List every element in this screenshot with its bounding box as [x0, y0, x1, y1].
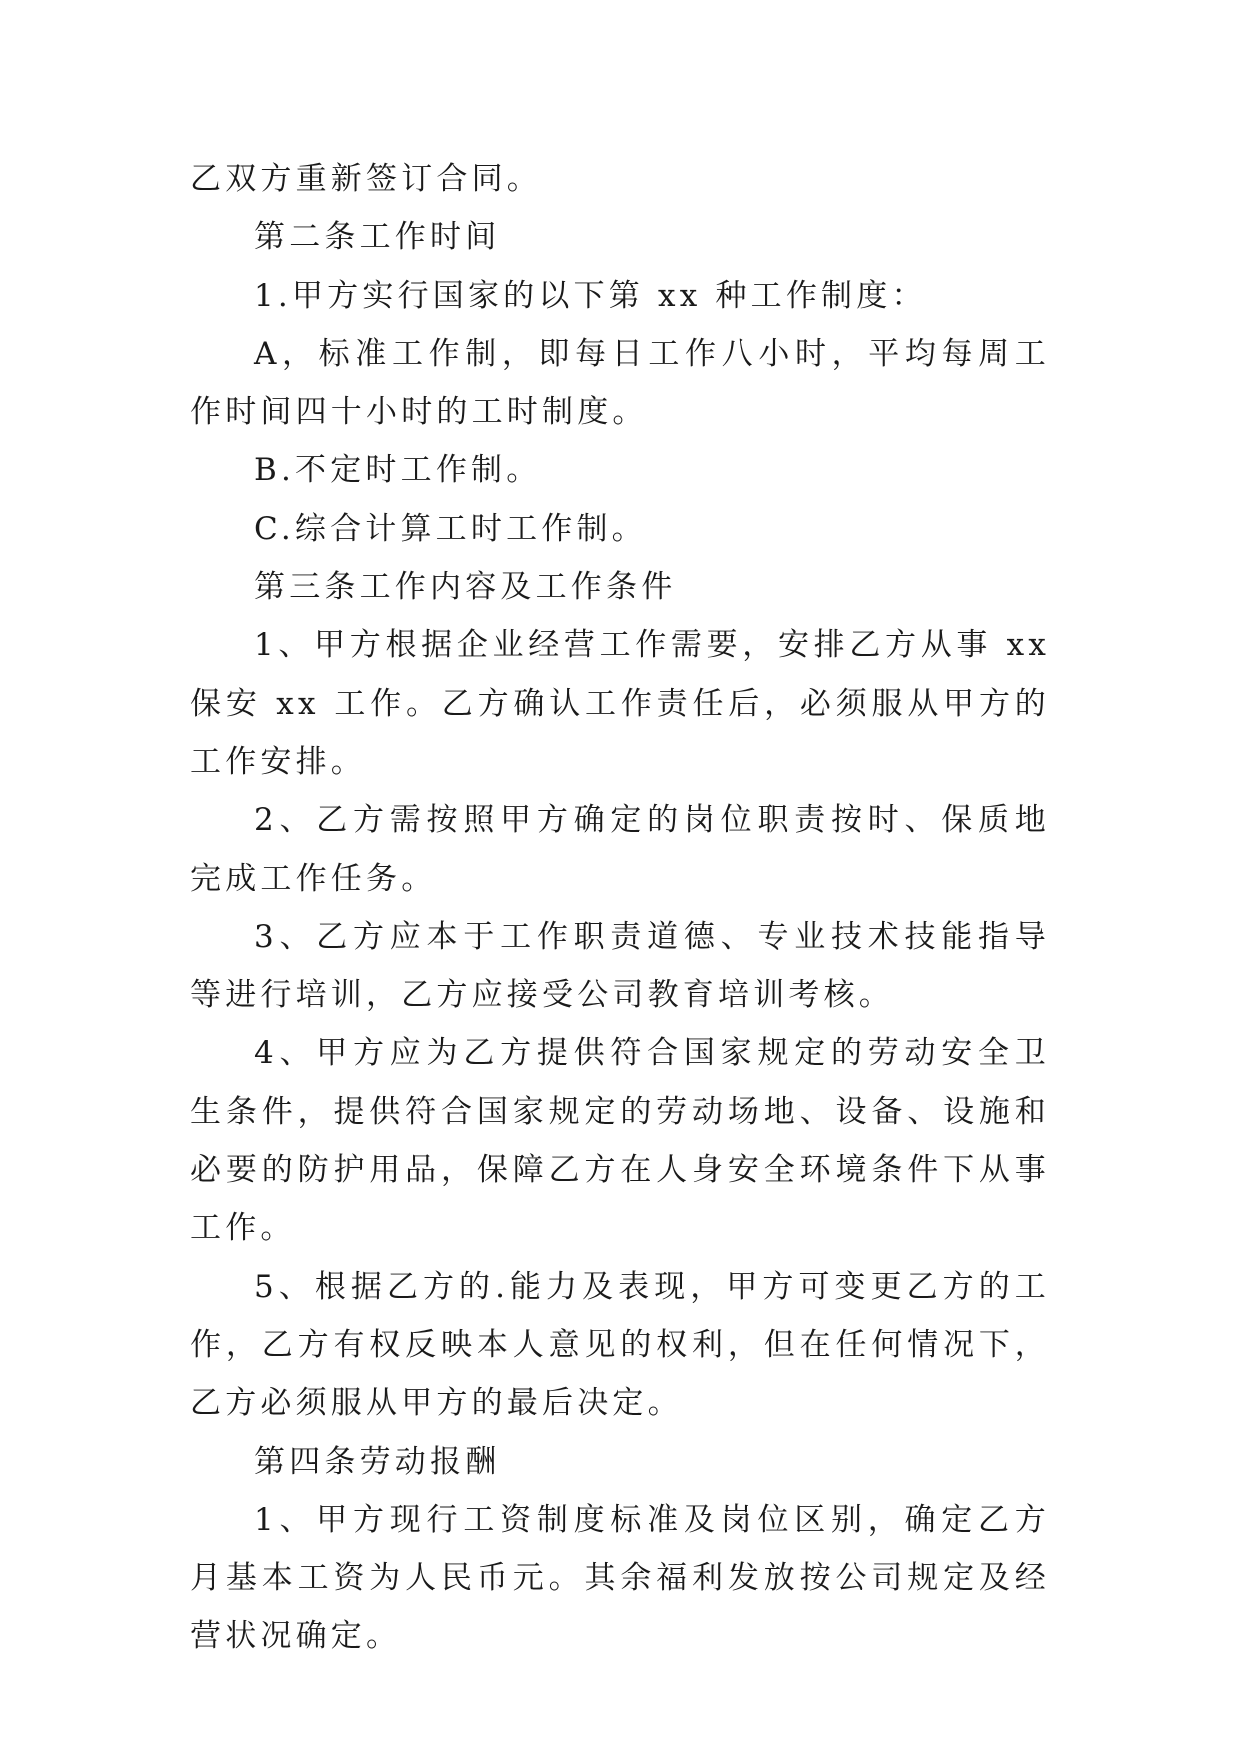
paragraph: 4、甲方应为乙方提供符合国家规定的劳动安全卫生条件，提供符合国家规定的劳动场地、设备、设施和必要的防护用品，保障乙方在人身安全环境条件下从事工作。	[190, 1035, 1050, 1247]
paragraph: 1.甲方实行国家的以下第 xx 种工作制度：	[254, 277, 927, 314]
paragraph: 3、乙方应本于工作职责道德、专业技术技能指导等进行培训，乙方应接受公司教育培训考核。	[190, 918, 1050, 1014]
paragraph: 5、根据乙方的.能力及表现，甲方可变更乙方的工作，乙方有权反映本人意见的权利，但在任何情况下，乙方必须服从甲方的最后决定。	[190, 1268, 1050, 1422]
paragraph: 1、甲方现行工资制度标准及岗位区别，确定乙方月基本工资为人民币元。其余福利发放按公司规定及经营状况确定。	[190, 1501, 1050, 1655]
section-heading: 第四条劳动报酬	[254, 1443, 501, 1480]
document-body	[190, 150, 1050, 1666]
paragraph: 乙双方重新签订合同。	[190, 161, 542, 197]
paragraph: 1、甲方根据企业经营工作需要，安排乙方从事 xx 保安 xx 工作。乙方确认工作责任后，必须服从甲方的工作安排。	[190, 627, 1050, 780]
paragraph: C.综合计算工时工作制。	[254, 510, 647, 547]
paragraph: B.不定时工作制。	[254, 452, 542, 489]
paragraph: A，标准工作制，即每日工作八小时，平均每周工作时间四十小时的工时制度。	[190, 335, 1050, 431]
section-heading: 第二条工作时间	[254, 219, 501, 256]
paragraph: 2、乙方需按照甲方确定的岗位职责按时、保质地完成工作任务。	[190, 802, 1050, 897]
section-heading: 第三条工作内容及工作条件	[254, 569, 677, 606]
